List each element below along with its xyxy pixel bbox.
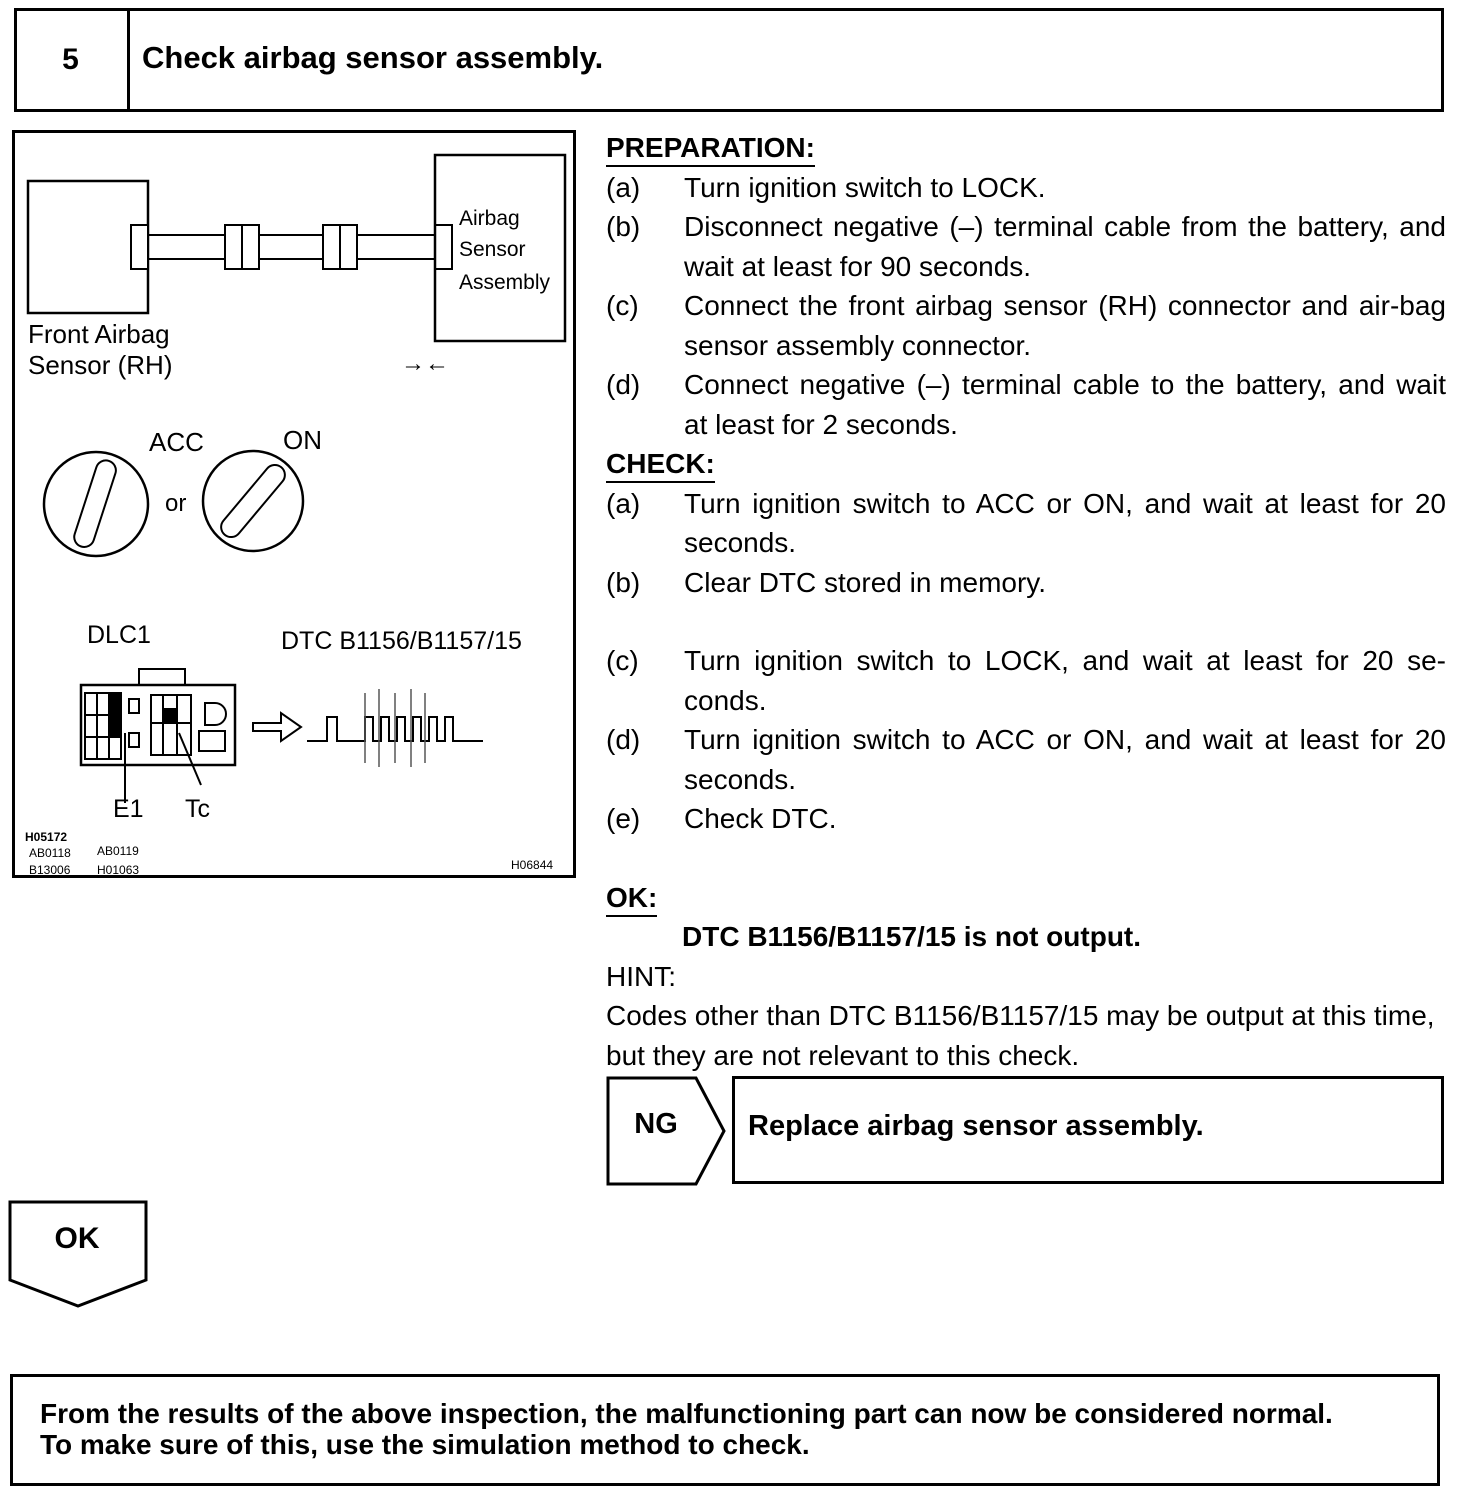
procedure-column [606, 128, 1446, 1075]
front-sensor-label-1: Front Airbag [28, 319, 170, 349]
list-item: (a) Turn ignition switch to ACC or ON, and wait at least for 20 seconds. [606, 487, 1446, 558]
hint-text: Codes other than DTC B1156/B1157/15 may be output at this time, but they are not relevant to this check. [606, 1000, 1435, 1071]
figure-code-4: B13006 [29, 863, 71, 877]
ok-criteria: DTC B1156/B1157/15 is not output. [682, 921, 1142, 952]
tc-label: Tc [185, 795, 210, 823]
connect-arrows: →← [401, 350, 449, 377]
figure-code-2: AB0118 [29, 846, 71, 860]
figure-code-6: H06844 [511, 858, 554, 872]
assembly-label-3: Assembly [459, 271, 551, 294]
step-number: 5 [14, 8, 130, 112]
on-label: ON [283, 425, 322, 455]
front-sensor-label-2: Sensor (RH) [28, 350, 173, 380]
or-label: or [165, 490, 187, 517]
connector-end-left [131, 225, 148, 269]
hint-heading: HINT: [606, 960, 676, 992]
figure-code-3: AB0119 [97, 844, 139, 858]
preparation-list [606, 168, 1446, 445]
ignition-on-icon [203, 451, 303, 551]
check-heading: CHECK: [606, 447, 715, 483]
dlc-label: DLC1 [87, 621, 151, 649]
acc-label: ACC [149, 427, 204, 457]
list-item: (d) Turn ignition switch to ACC or ON, and wait at least for 20 seconds. [606, 724, 1446, 795]
ignition-acc-icon [44, 452, 148, 556]
assembly-label-1: Airbag [459, 207, 520, 230]
ng-label: NG [634, 1108, 678, 1140]
list-item: (b) Disconnect negative (–) terminal cable from the battery, and wait at least for 90 seconds. [606, 211, 1446, 282]
figure-code-1: H05172 [25, 830, 68, 844]
result-line-1: From the results of the above inspection, the malfunctioning part can now be considered normal. [40, 1398, 1333, 1429]
ng-action-text: Replace airbag sensor assembly. [748, 1110, 1204, 1142]
output-arrow-icon [253, 713, 301, 741]
preparation-heading: PREPARATION: [606, 131, 815, 167]
e1-label: E1 [113, 795, 144, 823]
list-item: (c) Turn ignition switch to LOCK, and wait at least for 20 se-conds. [606, 645, 1446, 716]
ok-heading: OK: [606, 881, 657, 917]
connector-end-right [435, 225, 452, 269]
list-item: (e) Check DTC. [606, 803, 837, 834]
assembly-label-2: Sensor [459, 238, 526, 261]
dlc1-connector-icon [81, 669, 235, 803]
check-list [606, 484, 1446, 839]
result-text [40, 1398, 1333, 1460]
dtc-label: DTC B1156/B1157/15 [281, 627, 522, 655]
figure-code-5: H01063 [97, 863, 140, 877]
list-item: (d) Connect negative (–) terminal cable to the battery, and wait at least for 2 seconds. [606, 369, 1446, 440]
list-item: (a) Turn ignition switch to LOCK. [606, 171, 1046, 203]
inspection-illustration [12, 130, 576, 878]
step-title: Check airbag sensor assembly. [142, 40, 604, 75]
list-item: (b) Clear DTC stored in memory. [606, 566, 1047, 598]
ok-label: OK [54, 1222, 100, 1255]
list-item: (c) Connect the front airbag sensor (RH) connector and air-bag sensor assembly connector. [606, 290, 1446, 361]
result-line-2: To make sure of this, use the simulation method to check. [40, 1429, 810, 1460]
